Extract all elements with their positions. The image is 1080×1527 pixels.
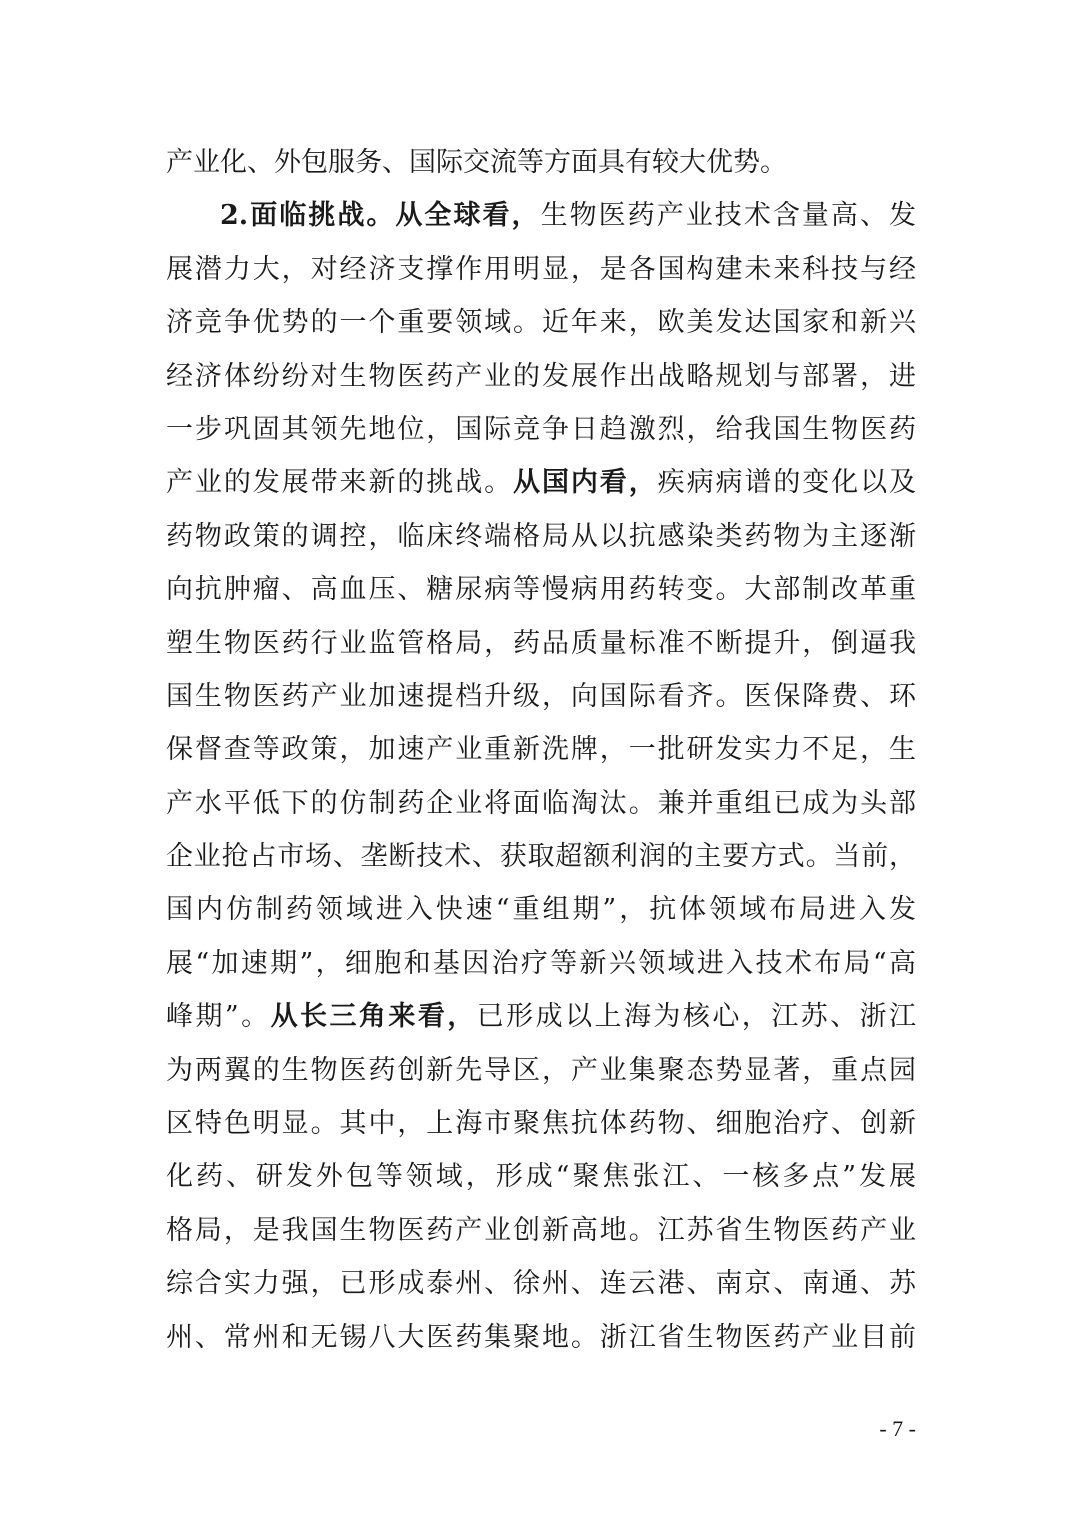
text-run: 产水平低下的仿制药企业将面临淘汰。兼并重组已成为头部 [166,787,916,819]
text-line [166,350,916,403]
text-line [166,189,916,242]
text-line [166,296,916,349]
text-run: 产业化、外包服务、国际交流等方面具有较大优势。 [166,147,787,178]
text-run: 已形成以上海为核心，江苏、浙江 [476,1001,916,1033]
text-line [166,456,916,509]
text-line [166,510,916,563]
bold-heading-run: 从长三角来看， [270,1001,477,1033]
text-run: 展“加速期”，细胞和基因治疗等新兴领域进入技术布局“高 [166,947,916,979]
text-run: 国内仿制药领域进入快速“重组期”，抗体领域布局进入发 [166,894,916,926]
text-line [166,136,916,189]
text-run: 州、常州和无锡八大医药集聚地。浙江省生物医药产业目前 [166,1321,916,1353]
text-line [166,1257,916,1310]
text-line [166,883,916,936]
text-run: 生物医药产业技术含量高、发 [540,200,917,232]
text-line [166,1150,916,1203]
text-run: 向抗肿瘤、高血压、糖尿病等慢病用药转变。大部制改革重 [166,574,916,606]
text-run: 展潜力大，对经济支撑作用明显，是各国构建未来科技与经 [166,253,916,285]
text-run: 产业的发展带来新的挑战。 [166,467,514,499]
text-line [166,670,916,723]
text-run: 为两翼的生物医药创新先导区，产业集聚态势显著，重点园 [166,1054,916,1086]
text-run: 塑生物医药行业监管格局，药品质量标准不断提升，倒逼我 [166,627,916,659]
text-run: 济竞争优势的一个重要领域。近年来，欧美发达国家和新兴 [166,307,916,339]
text-line [166,1044,916,1097]
text-line [166,937,916,990]
text-line [166,777,916,830]
text-line [166,243,916,296]
page-number: - 7 - [879,1416,916,1441]
text-run: 格局，是我国生物医药产业创新高地。江苏省生物医药产业 [166,1214,916,1246]
text-run: 企业抢占市场、垄断技术、获取超额利润的主要方式。当前， [166,841,916,873]
text-line [166,617,916,670]
text-run: 经济体纷纷对生物医药产业的发展作出战略规划与部署，进 [166,360,916,392]
text-line [166,403,916,456]
text-run: 一步巩固其领先地位，国际竞争日趋激烈，给我国生物医药 [166,413,916,445]
text-line [166,990,916,1043]
body-text [166,136,916,1364]
text-run: 药物政策的调控，临床终端格局从以抗感染类药物为主逐渐 [166,520,916,552]
text-run: 化药、研发外包等领域，形成“聚焦张江、一核多点”发展 [166,1161,916,1193]
text-run: 综合实力强，已形成泰州、徐州、连云港、南京、南通、苏 [166,1268,916,1300]
text-line [166,1097,916,1150]
text-run: 峰期”。 [166,1001,271,1033]
text-line [166,830,916,883]
text-line [166,563,916,616]
text-line [166,1311,916,1364]
bold-heading-run: 从国内看， [513,467,658,499]
text-run: 保督查等政策，加速产业重新洗牌，一批研发实力不足，生 [166,734,916,766]
text-line [166,1204,916,1257]
text-run: 区特色明显。其中，上海市聚焦抗体药物、细胞治疗、创新 [166,1108,916,1140]
text-run: 国生物医药产业加速提档升级，向国际看齐。医保降费、环 [166,680,916,712]
bold-heading-run: 2.面临挑战。从全球看， [220,200,541,232]
text-line [166,723,916,776]
text-run: 疾病病谱的变化以及 [657,467,917,499]
